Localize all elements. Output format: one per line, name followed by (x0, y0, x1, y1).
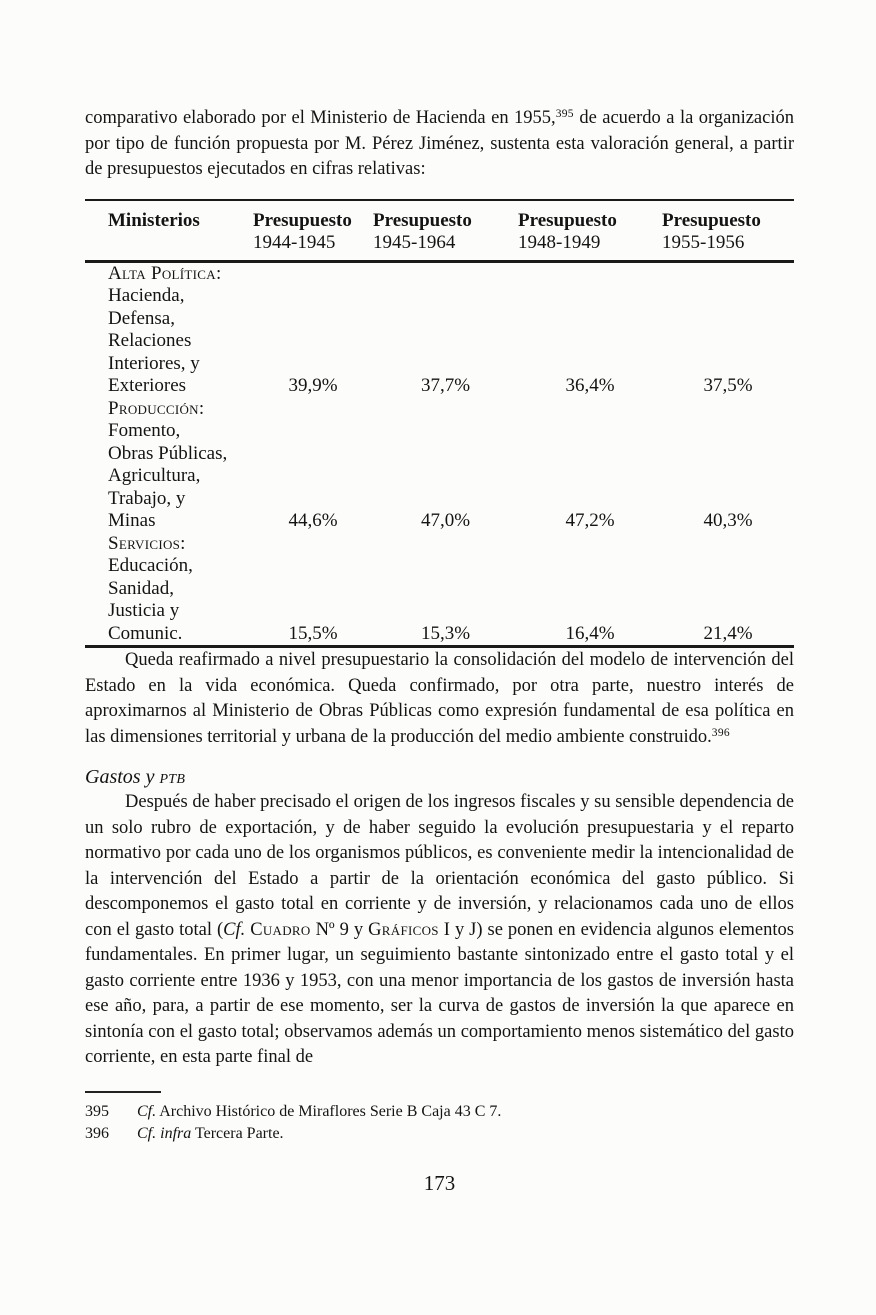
value-cell: 40,3% (703, 510, 753, 531)
group-label-alta-politica: Alta Política: (108, 262, 222, 284)
column-header-presupuesto-2 (373, 200, 518, 262)
table-row (85, 443, 794, 466)
text-block (85, 106, 794, 1196)
value-cell: 44,6% (288, 510, 338, 531)
column-period: 1944-1945 (253, 231, 336, 253)
value-cell: 47,2% (565, 510, 615, 531)
value-cell: 47,0% (420, 510, 471, 531)
page-number: 173 (423, 1170, 456, 1195)
ministry-line: Fomento, (108, 420, 181, 441)
table-row (85, 330, 794, 353)
table-row (85, 398, 794, 421)
table-row (85, 420, 794, 443)
footnotes-block (85, 1091, 794, 1145)
cuadro-ref: Cuadro (250, 919, 311, 940)
table-row (85, 555, 794, 578)
value-cell: 16,4% (565, 622, 615, 644)
table-value-row (85, 623, 794, 647)
ministry-line: Comunic. (108, 622, 183, 644)
column-header-presupuesto-4 (662, 200, 794, 262)
table-value-row (85, 375, 794, 398)
column-period: 1948-1949 (518, 231, 601, 253)
ministry-line: Relaciones (108, 330, 192, 351)
table-row (85, 533, 794, 556)
ministry-line: Justicia y (108, 600, 180, 621)
section-heading-gastos-ptb (85, 764, 794, 790)
budget-table (85, 199, 794, 649)
intro-paragraph (85, 106, 794, 183)
ministry-line: Sanidad, (108, 577, 174, 599)
intro-text-a: comparativo elaborado por el Ministerio de Hacienda en 1955, (85, 108, 556, 128)
value-cell: 37,5% (703, 375, 753, 396)
ministry-line: Agricultura, (108, 465, 201, 486)
column-title: Presupuesto (253, 209, 352, 231)
footnote-text: Cf. infra Tercera Parte. (137, 1124, 284, 1142)
ministry-line: Trabajo, y (108, 487, 186, 509)
intro-text-b: de acuerdo a la organización por tipo de función propuesta por M. Pérez Jiménez, sustenta esta valoración general, a partir de presupuestos ejecutados en cifras relativas: (85, 108, 794, 179)
footnote-number: 395 (85, 1102, 109, 1120)
footnote-ref-396: 396 (711, 726, 730, 739)
table-row (85, 285, 794, 308)
footnote-396 (85, 1123, 794, 1145)
footnote-text: Cf. Archivo Histórico de Miraflores Serie B Caja 43 C 7. (137, 1102, 502, 1120)
table-row (85, 600, 794, 623)
despues-text-b: I y J) se ponen en evidencia algunos elementos fundamentales. En primer lugar, un seguimiento bastante sintonizado entre el gasto total y el gasto corriente entre 1936 y 1953, con una menor importancia de los gastos de inversión hasta ese año, para, a partir de ese momento, ser la curva de gastos de inversión la que aparece en sintonía con el gasto total; observamos además un comportamiento menos sistemático del gasto corriente, en esta parte final de (85, 919, 794, 1067)
paragraph-despues (85, 790, 794, 1071)
table-row (85, 465, 794, 488)
heading-ptb: ptb (159, 766, 186, 788)
value-cell: 36,4% (565, 375, 615, 396)
ministry-line: Interiores, y (108, 352, 200, 374)
despues-text-a: Después de haber precisado el origen de los ingresos fiscales y su sensible dependencia de un solo rubro de exportación, y de haber seguido la evolución presupuestaria y el reparto normativo por cada uno de los organismos públicos, es conveniente medir la intencionalidad de la intervención del Estado a partir de la orientación económica del gasto público. Si descomponemos el gasto total en corriente y de inversión, y relacionamos cada uno de ellos con el gasto total ( (85, 792, 794, 940)
group-label-produccion: Producción: (108, 397, 205, 419)
table-row (85, 578, 794, 601)
value-cell: 15,5% (288, 622, 338, 644)
value-cell: 37,7% (420, 375, 471, 396)
footnote-395 (85, 1101, 794, 1123)
column-period: 1955-1956 (662, 231, 745, 253)
footnote-separator-rule (85, 1091, 161, 1093)
column-header-presupuesto-3 (518, 200, 662, 262)
footnote-number: 396 (85, 1124, 109, 1142)
column-period: 1945-1964 (373, 231, 456, 253)
table-header-row (85, 200, 794, 262)
value-cell: 15,3% (420, 622, 471, 644)
value-cell: 39,9% (288, 375, 338, 396)
table-row (85, 353, 794, 376)
column-title: Presupuesto (518, 209, 617, 231)
value-cell: 21,4% (703, 622, 753, 644)
table-row (85, 488, 794, 511)
paragraph-queda (85, 648, 794, 750)
column-header-presupuesto-1 (253, 200, 373, 262)
despues-text-mid: Nº 9 y (310, 919, 369, 940)
column-header-ministerios: Ministerios (85, 200, 253, 262)
ministry-line: Defensa, (108, 307, 175, 329)
cf-abbrev: Cf. (223, 919, 251, 940)
column-title: Presupuesto (662, 209, 761, 231)
ministry-line: Hacienda, (108, 285, 185, 306)
ministry-line: Exteriores (108, 375, 187, 396)
table-row (85, 261, 794, 285)
column-title: Presupuesto (373, 209, 472, 231)
ministry-line: Minas (108, 510, 156, 531)
footnote-ref-395: 395 (555, 108, 574, 120)
ministry-line: Educación, (108, 555, 193, 576)
heading-text: Gastos y (85, 766, 160, 788)
queda-text: Queda reafirmado a nivel presupuestario la consolidación del modelo de intervención del Estado en la vida económica. Queda confirmado, por otra parte, nuestro interés de aproximarnos al Ministerio de Obras Públicas como expresión fundamental de esa política en las dimensiones territorial y urbana de la producción del medio ambiente construido. (85, 650, 794, 747)
graficos-ref: Gráficos (368, 919, 439, 940)
group-label-servicios: Servicios: (108, 532, 186, 554)
table-row (85, 308, 794, 331)
ministry-line: Obras Públicas, (108, 442, 228, 464)
table-value-row (85, 510, 794, 533)
